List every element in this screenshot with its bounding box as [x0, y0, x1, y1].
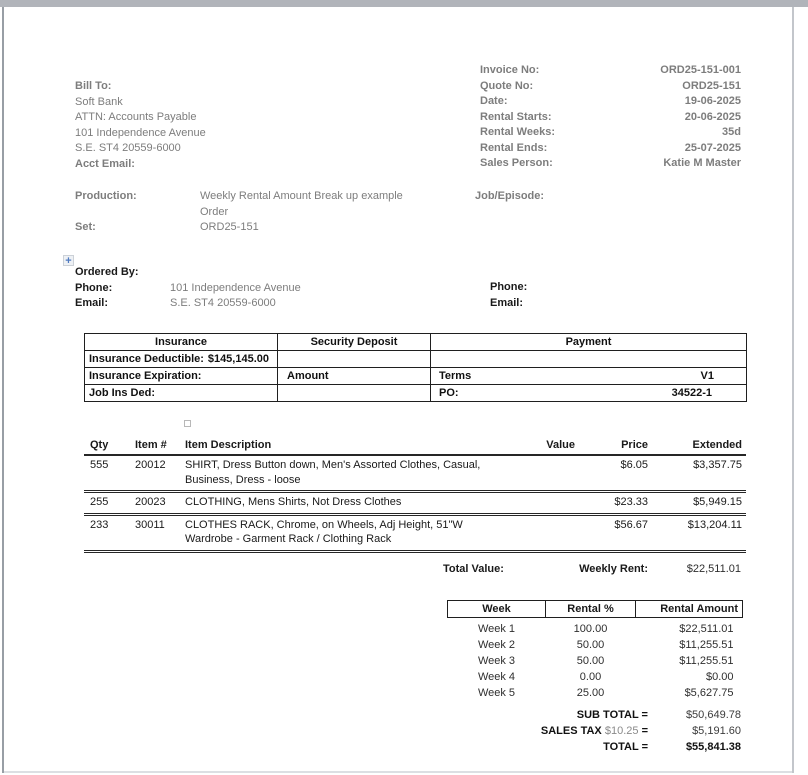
rental-ends-value: 25-07-2025: [684, 141, 741, 154]
week-row: [448, 685, 743, 701]
item-description: SHIRT, Dress Button down, Men's Assorted Clothes, Casual, Business, Dress - loose: [178, 455, 498, 492]
invoice-info-row: [480, 125, 741, 141]
subtotal-row: [443, 709, 741, 725]
set-value: ORD25-151: [200, 221, 259, 233]
phone-value: 101 Independence Avenue: [170, 281, 301, 294]
table-move-handle-icon[interactable]: +: [63, 255, 74, 266]
item-qty: 255: [84, 492, 130, 515]
total-label: TOTAL =: [603, 741, 648, 753]
bill-to-company: Soft Bank: [75, 95, 123, 108]
item-number: 20012: [130, 455, 178, 492]
invoice-info-row: [480, 79, 741, 95]
qty-header: Qty: [84, 438, 130, 455]
object-anchor-marker: [184, 420, 191, 427]
week-row: [448, 637, 743, 653]
rental-starts-label: Rental Starts:: [480, 110, 552, 123]
item-value: [498, 455, 575, 492]
week-name: Week 4: [477, 671, 516, 683]
item-extended: $13,204.11: [648, 514, 746, 551]
item-price: $56.67: [575, 514, 648, 551]
email-value: S.E. ST4 20559-6000: [170, 297, 276, 309]
phone-label: Phone:: [75, 281, 113, 294]
item-qty: 555: [84, 455, 130, 492]
window-top-edge: [0, 0, 808, 7]
item-qty: 233: [84, 514, 130, 551]
week-name: Week 2: [477, 639, 516, 651]
week-rental-pct: 50.00: [576, 639, 605, 651]
sales-tax-row: [443, 725, 741, 741]
week-rental-pct: 0.00: [579, 671, 602, 683]
rental-pct-header: Rental %: [546, 601, 636, 618]
insurance-deductible-label: Insurance Deductible:: [89, 353, 204, 365]
rental-weeks-label: Rental Weeks:: [480, 126, 555, 138]
invoice-info-row: [480, 141, 741, 157]
week-row: [448, 669, 743, 685]
subtotal-value: $50,649.78: [685, 709, 741, 721]
week-header: Week: [448, 601, 546, 618]
sales-tax-label: [443, 725, 648, 737]
item-description: CLOTHING, Mens Shirts, Not Dress Clothes: [178, 492, 498, 515]
item-number: 20023: [130, 492, 178, 515]
invoice-no-value: ORD25-151-001: [660, 64, 741, 76]
total-row: [443, 741, 741, 757]
quote-no-value: ORD25-151: [682, 79, 741, 92]
terms-value: V1: [700, 370, 714, 382]
job-ins-ded-label: Job Ins Ded:: [85, 385, 278, 402]
week-rental-amount: $11,255.51: [679, 655, 734, 667]
item-row: [84, 492, 746, 515]
acct-email-label: Acct Email:: [75, 157, 135, 170]
week-rental-amount: $5,627.75: [684, 687, 734, 699]
price-header: Price: [575, 438, 648, 455]
item-price: $23.33: [575, 492, 648, 515]
week-name: Week 3: [477, 655, 516, 667]
rental-starts-value: 20-06-2025: [684, 110, 741, 123]
security-deposit-header: Security Deposit: [278, 334, 431, 351]
item-extended: $3,357.75: [648, 455, 746, 492]
date-value: 19-06-2025: [684, 95, 741, 107]
bill-to-block: [75, 79, 415, 172]
sales-person-label: Sales Person:: [480, 157, 553, 169]
item-value: [498, 492, 575, 515]
sales-tax-equals: =: [641, 725, 648, 737]
page-bottom-edge: [4, 771, 792, 773]
ordered-by-block: [75, 265, 475, 312]
item-number-header: Item #: [130, 438, 178, 455]
items-header-row: [84, 438, 746, 455]
subtotal-label: SUB TOTAL =: [576, 709, 648, 721]
insurance-deductible-cell: [85, 351, 278, 368]
bill-to-attn: ATTN: Accounts Payable: [75, 111, 197, 123]
po-value: 34522-1: [671, 387, 712, 399]
insurance-header: Insurance: [85, 334, 278, 351]
invoice-info-row: [480, 94, 741, 110]
total-value: $55,841.38: [685, 741, 741, 753]
weekly-rent-label: Weekly Rent:: [579, 563, 648, 575]
rental-ends-label: Rental Ends:: [480, 141, 548, 154]
sales-tax-prefix: SALES TAX: [540, 725, 602, 737]
security-deposit-empty-cell: [278, 385, 431, 402]
bill-to-address-2: S.E. ST4 20559-6000: [75, 142, 181, 154]
quote-no-label: Quote No:: [480, 79, 534, 92]
item-number: 30011: [130, 514, 178, 551]
bill-to-label: Bill To:: [75, 80, 112, 92]
payment-header: Payment: [431, 334, 747, 351]
sales-tax-value: $5,191.60: [692, 725, 741, 737]
ordered-by-right-block: [490, 280, 527, 311]
invoice-no-label: Invoice No:: [480, 64, 540, 76]
item-row: [84, 455, 746, 492]
rent-summary-row: [443, 562, 741, 576]
ordered-by-label: Ordered By:: [75, 266, 139, 278]
po-label: PO:: [439, 387, 459, 399]
rental-weeks-value: 35d: [722, 126, 741, 138]
item-row: [84, 514, 746, 551]
items-table: [84, 438, 746, 553]
invoice-info-row: [480, 63, 741, 79]
item-price: $6.05: [575, 455, 648, 492]
date-label: Date:: [480, 95, 508, 107]
week-rental-pct: 100.00: [573, 623, 608, 635]
sales-tax-rate: $10.25: [604, 725, 639, 737]
week-rental-amount: $22,511.01: [679, 623, 734, 635]
production-value: Weekly Rental Amount Break up example Order: [200, 190, 403, 218]
amount-label: Amount: [278, 368, 431, 385]
week-header-row: [448, 601, 743, 618]
po-cell: [431, 385, 747, 402]
weekly-rent-value: $22,511.01: [686, 563, 741, 575]
right-email-label: Email:: [490, 296, 524, 309]
insurance-table: [84, 333, 747, 402]
insurance-expiration-label: Insurance Expiration:: [85, 368, 278, 385]
week-rental-pct: 25.00: [576, 687, 605, 699]
security-deposit-empty-cell: [278, 351, 431, 368]
page-left-edge: [2, 7, 4, 773]
invoice-info-block: [480, 63, 741, 172]
page-right-edge: [792, 7, 794, 773]
week-name: Week 5: [477, 687, 516, 699]
invoice-info-row: [480, 110, 741, 126]
bill-to-address-1: 101 Independence Avenue: [75, 126, 206, 139]
payment-empty-cell: [431, 351, 747, 368]
value-header: Value: [498, 438, 575, 455]
week-rental-pct: 50.00: [576, 655, 605, 667]
invoice-info-row: [480, 156, 741, 172]
totals-block: [443, 709, 741, 757]
email-label: Email:: [75, 297, 109, 309]
week-rental-amount: $11,255.51: [679, 639, 734, 651]
insurance-deductible-value: $145,145.00: [207, 353, 269, 365]
right-phone-label: Phone:: [490, 281, 528, 293]
job-episode-label: Job/Episode:: [475, 190, 545, 202]
week-name: Week 1: [477, 623, 516, 635]
sales-person-value: Katie M Master: [663, 157, 741, 169]
extended-header: Extended: [648, 438, 746, 455]
production-block: [75, 189, 475, 236]
item-description-header: Item Description: [178, 438, 498, 455]
rental-amount-header: Rental Amount: [636, 601, 743, 618]
total-value-label: Total Value:: [443, 563, 504, 575]
week-rental-amount: $0.00: [705, 671, 734, 683]
set-label: Set:: [75, 221, 96, 233]
item-description: CLOTHES RACK, Chrome, on Wheels, Adj Height, 51"W Wardrobe - Garment Rack / Clothing Rack: [178, 514, 498, 551]
item-extended: $5,949.15: [648, 492, 746, 515]
week-breakdown-table: [447, 600, 743, 701]
terms-cell: [431, 368, 747, 385]
week-row: [448, 618, 743, 638]
item-value: [498, 514, 575, 551]
production-label: Production:: [75, 190, 137, 202]
terms-label: Terms: [439, 370, 472, 382]
week-row: [448, 653, 743, 669]
